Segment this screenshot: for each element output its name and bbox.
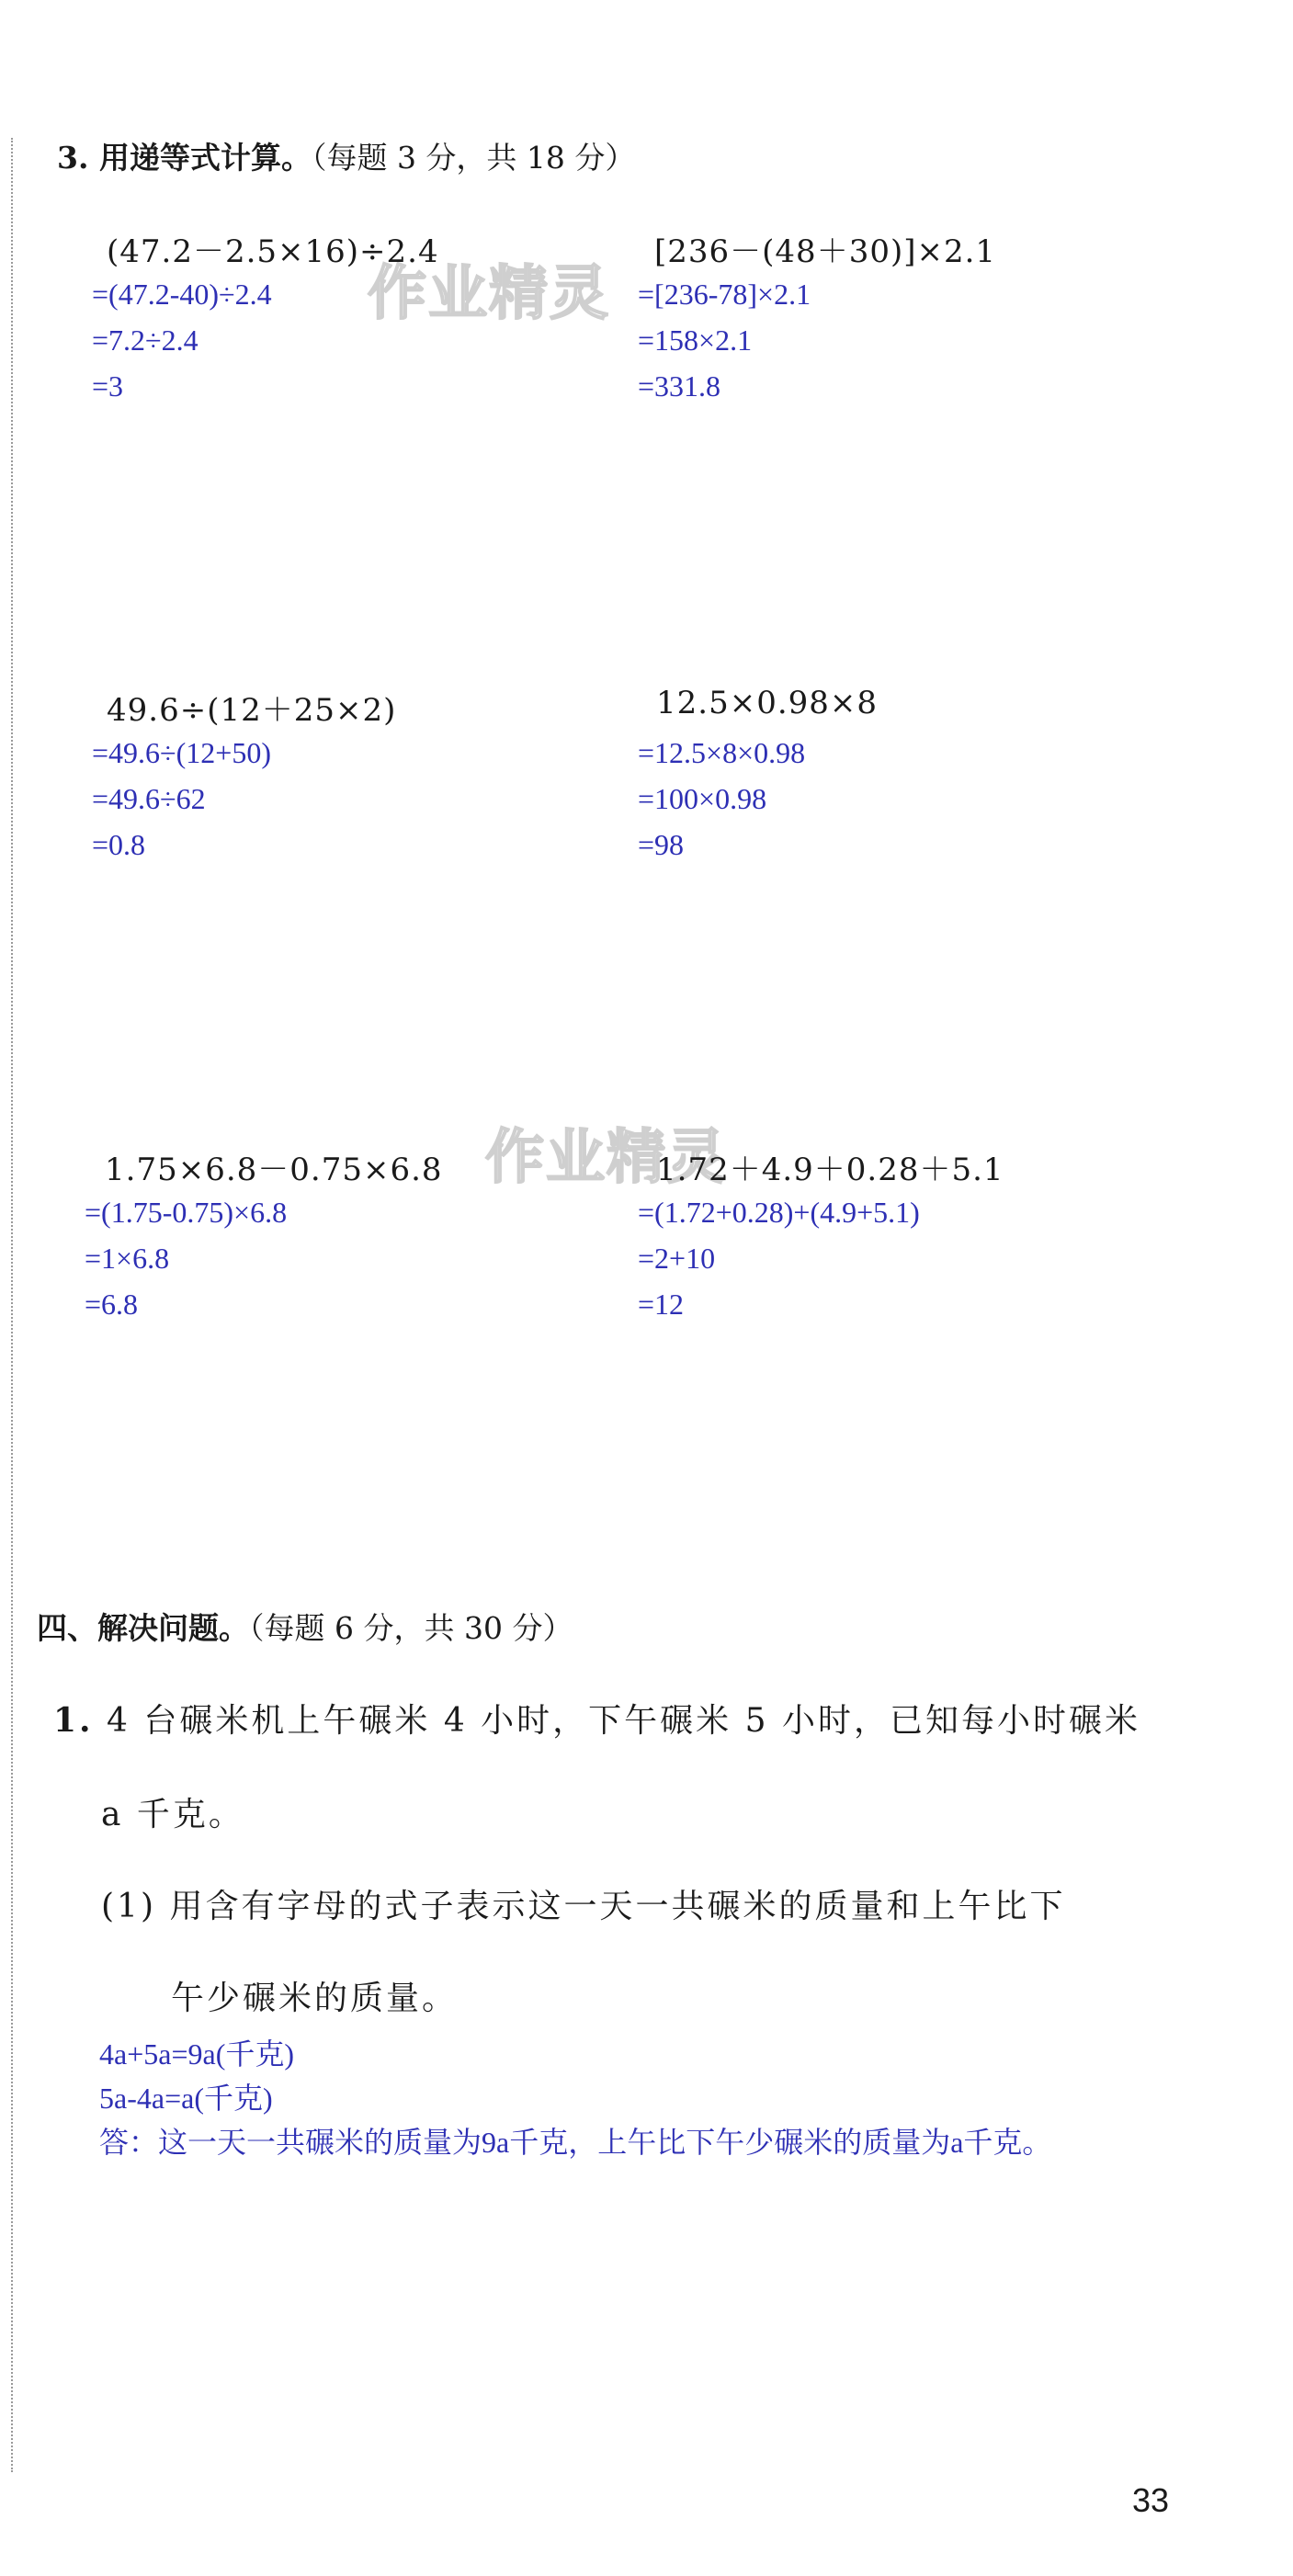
answer-step: =98 bbox=[638, 828, 685, 861]
page-number: 33 bbox=[1132, 2481, 1170, 2519]
answer-step: =49.6÷(12+50) bbox=[92, 736, 271, 769]
question-1-line-2: a 千克。 bbox=[101, 1796, 244, 1833]
answer-step: =7.2÷2.4 bbox=[92, 323, 198, 357]
problem-expression: (47.2－2.5×16)÷2.4 bbox=[107, 233, 439, 270]
answer-step: =100×0.98 bbox=[638, 782, 767, 815]
answer-step: =0.8 bbox=[92, 828, 146, 861]
sub-question-1-line-1: (1) 用含有字母的式子表示这一天一共碾米的质量和上午比下 bbox=[101, 1888, 1066, 1925]
answer-step: =12.5×8×0.98 bbox=[638, 736, 806, 769]
answer-step: =1×6.8 bbox=[85, 1242, 170, 1275]
watermark: 作业精灵 bbox=[485, 1124, 728, 1192]
problem-expression: 1.75×6.8－0.75×6.8 bbox=[105, 1152, 443, 1188]
answer-statement: 答：这一天一共碾米的质量为9a千克，上午比下午少碾米的质量为a千克。 bbox=[99, 2126, 1052, 2159]
answer-step: =12 bbox=[638, 1288, 685, 1321]
answer-step: =6.8 bbox=[85, 1288, 139, 1321]
section-4-note: （每题 6 分，共 30 分） bbox=[249, 1610, 573, 1646]
section-3-note: （每题 3 分，共 18 分） bbox=[311, 140, 636, 176]
section-3-title: 3. 用递等式计算。 bbox=[57, 140, 312, 176]
section-3-heading bbox=[57, 134, 635, 177]
problem-expression: 49.6÷(12＋25×2) bbox=[107, 692, 397, 729]
answer-line: 4a+5a=9a(千克) bbox=[99, 2037, 295, 2071]
answer-step: =[236-78]×2.1 bbox=[638, 278, 811, 311]
answer-step: =331.8 bbox=[638, 369, 721, 403]
answer-step: =49.6÷62 bbox=[92, 782, 206, 815]
question-1-line-1 bbox=[53, 1695, 1140, 1742]
answer-line: 5a-4a=a(千克) bbox=[99, 2082, 273, 2115]
watermark: 作业精灵 bbox=[368, 260, 610, 328]
problem-expression: 1.72＋4.9＋0.28＋5.1 bbox=[656, 1152, 1004, 1188]
answer-step: =(1.75-0.75)×6.8 bbox=[85, 1196, 288, 1229]
problem-expression: 12.5×0.98×8 bbox=[656, 685, 879, 721]
answer-step: =3 bbox=[92, 369, 124, 403]
question-number: 1. bbox=[53, 1701, 94, 1740]
answer-step: =158×2.1 bbox=[638, 323, 753, 357]
question-text: 4 台碾米机上午碾米 4 小时，下午碾米 5 小时，已知每小时碾米 bbox=[107, 1702, 1140, 1740]
section-4-heading bbox=[37, 1605, 573, 1648]
answer-step: =(1.72+0.28)+(4.9+5.1) bbox=[638, 1196, 920, 1229]
answer-step: =2+10 bbox=[638, 1242, 716, 1275]
binding-margin-line bbox=[11, 138, 13, 2472]
problem-expression: [236－(48＋30)]×2.1 bbox=[654, 233, 997, 270]
sub-question-1-line-2: 午少碾米的质量。 bbox=[171, 1980, 459, 2017]
answer-step: =(47.2-40)÷2.4 bbox=[92, 278, 272, 311]
section-4-title: 四、解决问题。 bbox=[37, 1610, 249, 1646]
